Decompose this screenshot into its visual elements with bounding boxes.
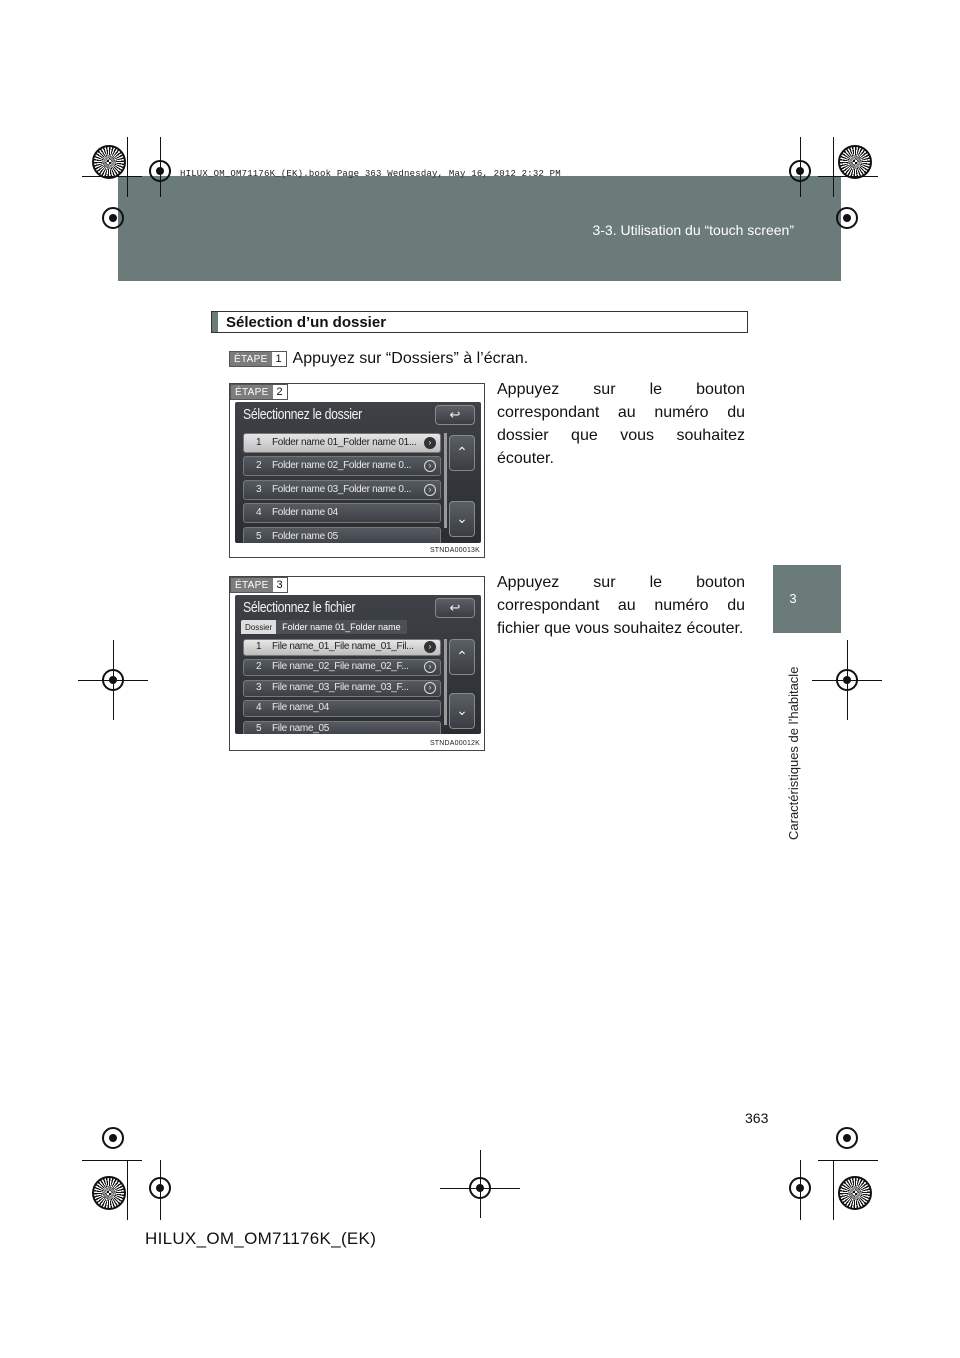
file-row[interactable]: 4 File name_04 [243, 700, 441, 717]
step-badge: ÉTAPE 2 [230, 384, 288, 400]
page-number: 363 [745, 1110, 769, 1126]
page-down-icon[interactable]: ⌄ [449, 693, 475, 729]
step-badge: ÉTAPE 3 [230, 577, 288, 593]
back-button[interactable]: ↩ [435, 598, 475, 618]
rosette-mark [838, 145, 872, 179]
screen-title: Sélectionnez le dossier [243, 406, 362, 423]
folder-tab-value: Folder name 01_Folder name [276, 620, 407, 634]
file-row[interactable]: 1 File name_01_File name_01_Fil... › [243, 639, 441, 656]
crop-line [82, 1160, 142, 1161]
heading-text: Sélection d’un dossier [226, 314, 387, 331]
crosshair-mark [102, 207, 124, 229]
step-1 [229, 350, 528, 368]
crop-line [480, 1150, 481, 1218]
crop-line [812, 680, 882, 681]
touch-screen [235, 595, 481, 734]
page-up-icon[interactable]: ⌃ [449, 639, 475, 675]
crosshair-mark [102, 1127, 124, 1149]
crop-line [800, 1160, 801, 1220]
crosshair-mark [836, 207, 858, 229]
crop-line [127, 137, 128, 197]
folder-row[interactable]: 2 Folder name 02_Folder name 0... › [243, 456, 441, 476]
folder-tab-label: Dossier [245, 622, 273, 632]
folder-row[interactable]: 4 Folder name 04 [243, 503, 441, 523]
page-down-icon[interactable]: ⌄ [449, 501, 475, 537]
folder-row[interactable]: 1 Folder name 01_Folder name 01... › [243, 433, 441, 453]
crop-line [818, 176, 878, 177]
crosshair-mark [836, 1127, 858, 1149]
crop-line [833, 137, 834, 197]
rosette-mark [838, 1176, 872, 1210]
folder-tab [241, 620, 407, 634]
folder-list [243, 433, 441, 543]
chapter-number: 3 [789, 591, 797, 606]
back-button[interactable]: ↩ [435, 405, 475, 425]
rosette-mark [92, 1176, 126, 1210]
crop-line [440, 1188, 520, 1189]
scrollbar[interactable] [444, 639, 447, 725]
page-up-icon[interactable]: ⌃ [449, 435, 475, 471]
heading-accent-bar [212, 312, 218, 332]
step-2-screenshot [229, 383, 485, 558]
crop-line [818, 1160, 878, 1161]
chevron-right-icon: › [424, 682, 436, 694]
file-stamp: HILUX_OM_OM71176K_(EK).book Page 363 Wednesday, May 16, 2012 2:32 PM [180, 169, 561, 179]
crop-line [833, 1160, 834, 1220]
crop-line [127, 1160, 128, 1220]
chevron-right-icon: › [424, 661, 436, 673]
chevron-right-icon: › [424, 484, 436, 496]
crop-line [160, 137, 161, 197]
crop-line [82, 176, 142, 177]
chapter-label [786, 640, 804, 840]
chevron-right-icon: › [424, 460, 436, 472]
step-2-text: Appuyez sur le bouton correspondant au numéro du dossier que vous souhaitez écouter. [497, 381, 745, 467]
file-list [243, 639, 441, 734]
touch-screen [235, 402, 481, 543]
chevron-right-icon: › [424, 641, 436, 653]
rosette-mark [92, 145, 126, 179]
section-title: 3-3. Utilisation du “touch screen” [592, 222, 794, 238]
folder-row[interactable]: 3 Folder name 03_Folder name 0... › [243, 480, 441, 500]
chevron-right-icon: › [424, 437, 436, 449]
folder-row[interactable]: 5 Folder name 05 [243, 527, 441, 543]
image-code: STNDA00012K [429, 740, 480, 747]
step-badge: ÉTAPE 1 [229, 351, 287, 367]
step-3-screenshot [229, 576, 485, 751]
step-3-text: Appuyez sur le bouton correspondant au numéro du fichier que vous souhaitez écouter. [497, 574, 745, 637]
chapter-label-text: Caractéristiques de l’habitacle [786, 666, 801, 840]
crop-line [800, 137, 801, 197]
step-1-text: Appuyez sur “Dossiers” à l’écran. [292, 350, 529, 367]
file-row[interactable]: 3 File name_03_File name_03_F... › [243, 680, 441, 697]
document-id: HILUX_OM_OM71176K_(EK) [145, 1229, 377, 1248]
screen-title: Sélectionnez le fichier [243, 599, 356, 616]
crop-line [78, 680, 148, 681]
image-code: STNDA00013K [429, 547, 480, 554]
file-row[interactable]: 2 File name_02_File name_02_F... › [243, 659, 441, 676]
scrollbar[interactable] [444, 433, 447, 528]
crop-line [160, 1160, 161, 1220]
file-row[interactable]: 5 File name_05 [243, 721, 441, 734]
section-heading [211, 311, 748, 333]
